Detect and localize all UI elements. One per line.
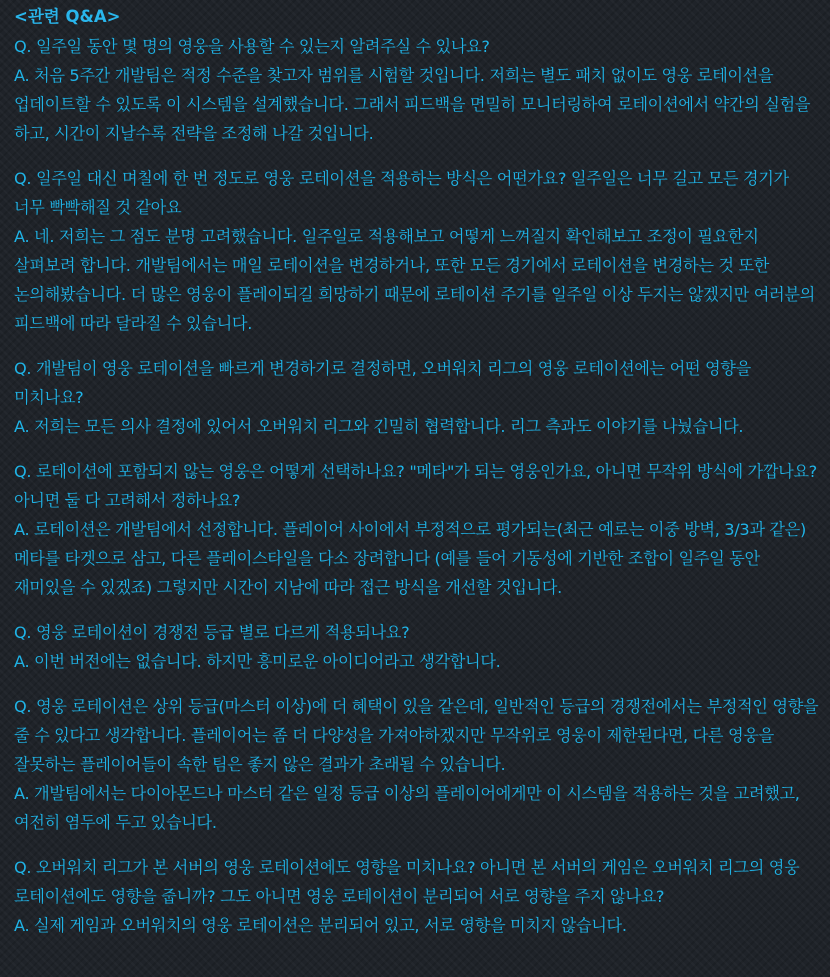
- question-text: Q. 로테이션에 포함되지 않는 영웅은 어떻게 선택하나요? "메타"가 되는 영웅인가요, 아니면 무작위 방식에 가깝나요? 아니면 둘 다 고려해서 정하나요?: [14, 462, 817, 510]
- question-text: Q. 일주일 대신 며칠에 한 번 정도로 영웅 로테이션을 적용하는 방식은 어떤가요? 일주일은 너무 길고 모든 경기가 너무 빡빡해질 것 같아요: [14, 169, 789, 217]
- section-heading: <관련 Q&A>: [14, 7, 121, 26]
- answer-text: A. 로테이션은 개발팀에서 선정합니다. 플레이어 사이에서 부정적으로 평가되는(최근 예로는 이중 방벽, 3/3과 같은) 메타를 타겟으로 삼고, 다른 플레이스타일을 다소 장려합니다 (예를 들어 기동성에 기반한 조합이 일주일 동안 재미있을 수 있겠죠) 그렇지만 시간이 지남에 따라 접근 방식을 개선할 것입니다.: [14, 520, 806, 597]
- qa-item: [14, 164, 822, 338]
- qa-item: [14, 692, 822, 837]
- question-text: Q. 영웅 로테이션이 경쟁전 등급 별로 다르게 적용되나요?: [14, 623, 410, 642]
- qa-item: [14, 32, 822, 148]
- question-text: Q. 오버워치 리그가 본 서버의 영웅 로테이션에도 영향을 미치나요? 아니면 본 서버의 게임은 오버워치 리그의 영웅 로테이션에도 영향을 줍니까? 그도 아니면 영웅 로테이션이 분리되어 서로 영향을 주지 않나요?: [14, 858, 800, 906]
- qa-item: [14, 853, 822, 940]
- answer-text: A. 저희는 모든 의사 결정에 있어서 오버워치 리그와 긴밀히 협력합니다. 리그 측과도 이야기를 나눴습니다.: [14, 417, 744, 436]
- question-text: Q. 개발팀이 영웅 로테이션을 빠르게 변경하기로 결정하면, 오버워치 리그의 영웅 로테이션에는 어떤 영향을 미치나요?: [14, 359, 751, 407]
- qa-item: [14, 457, 822, 602]
- question-text: Q. 영웅 로테이션은 상위 등급(마스터 이상)에 더 혜택이 있을 같은데, 일반적인 등급의 경쟁전에서는 부정적인 영향을 줄 수 있다고 생각합니다. 플레이어는 좀 더 다양성을 가져야하겠지만 무작위로 영웅이 제한된다면, 다른 영웅을 잘못하는 플레이어들이 속한 팀은 좋지 않은 결과가 초래될 수 있습니다.: [14, 697, 819, 774]
- answer-text: A. 이번 버전에는 없습니다. 하지만 흥미로운 아이디어라고 생각합니다.: [14, 652, 501, 671]
- question-text: Q. 일주일 동안 몇 명의 영웅을 사용할 수 있는지 알려주실 수 있나요?: [14, 37, 490, 56]
- answer-text: A. 실제 게임과 오버워치의 영웅 로테이션은 분리되어 있고, 서로 영향을 미치지 않습니다.: [14, 916, 627, 935]
- qa-item: [14, 618, 822, 676]
- answer-text: A. 처음 5주간 개발팀은 적정 수준을 찾고자 범위를 시험할 것입니다. 저희는 별도 패치 없이도 영웅 로테이션을 업데이트할 수 있도록 이 시스템을 설계했습니다. 그래서 피드백을 면밀히 모니터링하여 로테이션에서 약간의 실험을 하고, 시간이 지날수록 전략을 조정해 나갈 것입니다.: [14, 66, 811, 143]
- qa-item: [14, 354, 822, 441]
- answer-text: A. 네. 저희는 그 점도 분명 고려했습니다. 일주일로 적용해보고 어떻게 느껴질지 확인해보고 조정이 필요한지 살펴보려 합니다. 개발팀에서는 매일 로테이션을 변경하거나, 또한 모든 경기에서 로테이션을 변경하는 것 또한 논의해봤습니다. 더 많은 영웅이 플레이되길 희망하기 때문에 로테이션 주기를 일주일 이상 두지는 않겠지만 여러분의 피드백에 따라 달라질 수 있습니다.: [14, 227, 815, 333]
- answer-text: A. 개발팀에서는 다이아몬드나 마스터 같은 일정 등급 이상의 플레이어에게만 이 시스템을 적용하는 것을 고려했고, 여전히 염두에 두고 있습니다.: [14, 784, 800, 832]
